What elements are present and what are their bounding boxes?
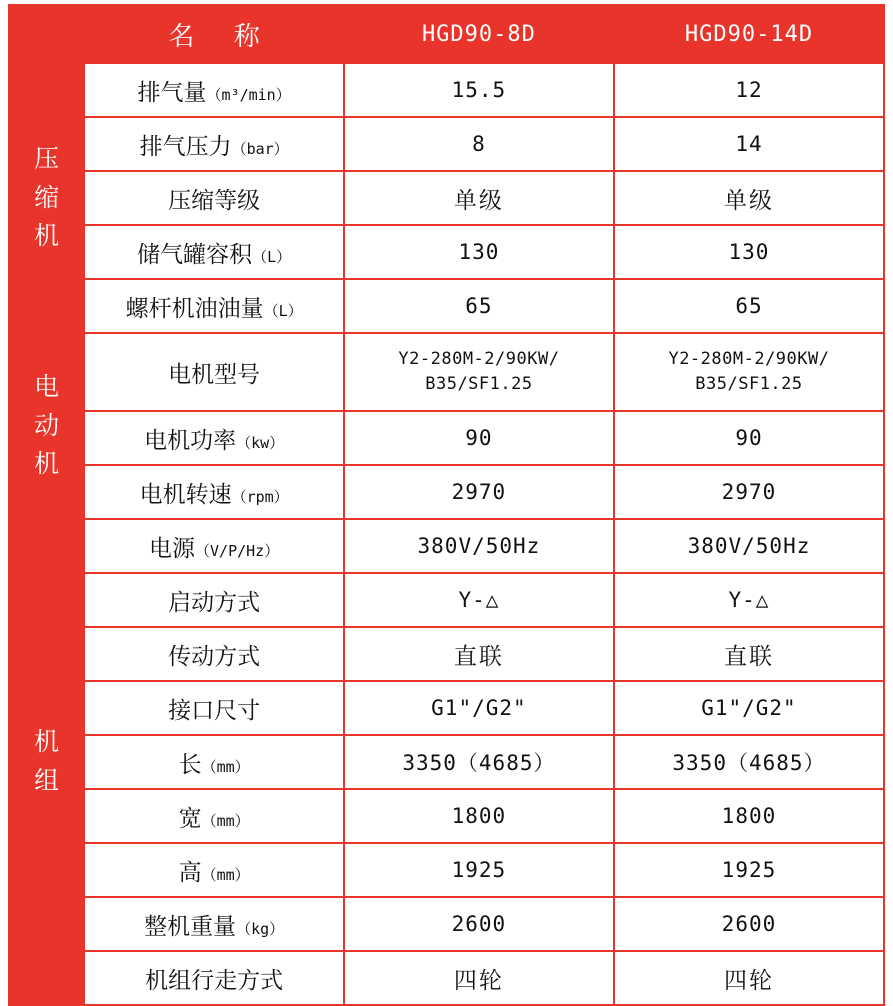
item-name: 排气压力 bbox=[139, 132, 232, 159]
group-label-char: 机 bbox=[34, 728, 60, 757]
table-row bbox=[9, 735, 884, 789]
item-name: 整机重量 bbox=[144, 912, 237, 939]
table-row bbox=[9, 117, 884, 171]
table-row bbox=[9, 63, 884, 117]
row-value-1: Y-△ bbox=[344, 573, 614, 627]
row-value-2: Y-△ bbox=[614, 573, 884, 627]
item-unit: （mm） bbox=[201, 811, 250, 830]
row-value-1: 直联 bbox=[344, 627, 614, 681]
row-value-2: 3350（4685） bbox=[614, 735, 884, 789]
row-value-2: 1925 bbox=[614, 843, 884, 897]
row-value-1: 单级 bbox=[344, 171, 614, 225]
group-label-char: 动 bbox=[34, 411, 60, 440]
item-name: 传动方式 bbox=[168, 642, 261, 669]
item-name: 排气量 bbox=[137, 78, 207, 105]
group-label-3 bbox=[9, 519, 84, 1005]
row-value-2: 130 bbox=[614, 225, 884, 279]
group-label-char: 缩 bbox=[34, 183, 60, 212]
group-label-1 bbox=[9, 63, 84, 333]
value-line: B35/SF1.25 bbox=[695, 374, 803, 394]
row-item-label bbox=[84, 735, 344, 789]
item-unit: （V/P/Hz） bbox=[195, 541, 280, 560]
value-line: Y2-280M-2/90KW/ bbox=[398, 348, 560, 369]
item-name: 启动方式 bbox=[168, 588, 261, 615]
table-row bbox=[9, 465, 884, 519]
row-value-2: 12 bbox=[614, 63, 884, 117]
row-value-1: 3350（4685） bbox=[344, 735, 614, 789]
row-value-2: 380V/50Hz bbox=[614, 519, 884, 573]
table-row bbox=[9, 681, 884, 735]
row-item-label bbox=[84, 627, 344, 681]
row-item-label bbox=[84, 117, 344, 171]
value-line: Y2-280M-2/90KW/ bbox=[668, 348, 830, 369]
row-item-label bbox=[84, 465, 344, 519]
table-row bbox=[9, 171, 884, 225]
table-row bbox=[9, 951, 884, 1005]
item-unit: （mm） bbox=[201, 865, 250, 884]
row-value-1: 1925 bbox=[344, 843, 614, 897]
item-name: 电机转速 bbox=[139, 480, 232, 507]
table-row bbox=[9, 279, 884, 333]
item-unit: （bar） bbox=[231, 139, 289, 158]
row-value-1: 130 bbox=[344, 225, 614, 279]
row-value-2: 2970 bbox=[614, 465, 884, 519]
row-value-1 bbox=[344, 333, 614, 411]
table-row bbox=[9, 789, 884, 843]
row-value-2: 1800 bbox=[614, 789, 884, 843]
row-value-1: 8 bbox=[344, 117, 614, 171]
row-item-label bbox=[84, 681, 344, 735]
table-header-row bbox=[9, 5, 884, 63]
item-name: 宽 bbox=[178, 804, 202, 831]
item-name: 机组行走方式 bbox=[145, 966, 284, 993]
group-label-char: 电 bbox=[34, 372, 60, 401]
row-item-label bbox=[84, 897, 344, 951]
row-value-1: 2600 bbox=[344, 897, 614, 951]
group-label-char: 机 bbox=[34, 450, 60, 479]
row-value-2: 14 bbox=[614, 117, 884, 171]
row-value-2: 90 bbox=[614, 411, 884, 465]
table-row bbox=[9, 897, 884, 951]
item-unit: （m³/min） bbox=[206, 85, 291, 104]
item-unit: （mm） bbox=[201, 757, 250, 776]
table-row bbox=[9, 627, 884, 681]
item-unit: （L） bbox=[263, 301, 303, 320]
group-label-2 bbox=[9, 333, 84, 519]
row-value-1: 90 bbox=[344, 411, 614, 465]
row-value-2: 单级 bbox=[614, 171, 884, 225]
row-item-label bbox=[84, 843, 344, 897]
row-item-label bbox=[84, 63, 344, 117]
row-value-2: G1"/G2" bbox=[614, 681, 884, 735]
item-name: 压缩等级 bbox=[168, 186, 261, 213]
item-unit: （rpm） bbox=[231, 487, 289, 506]
row-item-label bbox=[84, 411, 344, 465]
table-row bbox=[9, 411, 884, 465]
specification-table bbox=[8, 4, 885, 1006]
row-value-1: G1"/G2" bbox=[344, 681, 614, 735]
group-label-char: 机 bbox=[34, 222, 60, 251]
table-row bbox=[9, 843, 884, 897]
item-unit: （kg） bbox=[236, 919, 285, 938]
group-label-char: 压 bbox=[34, 144, 60, 173]
table-row bbox=[9, 333, 884, 411]
row-item-label bbox=[84, 225, 344, 279]
item-name: 接口尺寸 bbox=[168, 696, 261, 723]
row-item-label bbox=[84, 279, 344, 333]
table-row bbox=[9, 225, 884, 279]
item-name: 高 bbox=[178, 858, 202, 885]
row-item-label bbox=[84, 519, 344, 573]
item-name: 螺杆机油油量 bbox=[125, 294, 264, 321]
header-model-2: HGD90-14D bbox=[614, 5, 884, 63]
group-label-char: 组 bbox=[34, 767, 60, 795]
row-item-label bbox=[84, 333, 344, 411]
row-value-1: 15.5 bbox=[344, 63, 614, 117]
row-value-2: 65 bbox=[614, 279, 884, 333]
row-item-label bbox=[84, 171, 344, 225]
item-unit: （kw） bbox=[236, 433, 285, 452]
item-name: 长 bbox=[178, 750, 202, 777]
row-item-label bbox=[84, 789, 344, 843]
header-name-label: 名 称 bbox=[84, 5, 344, 63]
row-item-label bbox=[84, 951, 344, 1005]
table-row bbox=[9, 519, 884, 573]
value-line: B35/SF1.25 bbox=[425, 374, 533, 394]
row-value-1: 四轮 bbox=[344, 951, 614, 1005]
header-model-1: HGD90-8D bbox=[344, 5, 614, 63]
row-value-1: 2970 bbox=[344, 465, 614, 519]
row-value-1: 380V/50Hz bbox=[344, 519, 614, 573]
row-item-label bbox=[84, 573, 344, 627]
row-value-2: 直联 bbox=[614, 627, 884, 681]
row-value-1: 1800 bbox=[344, 789, 614, 843]
item-name: 电源 bbox=[149, 534, 196, 561]
item-unit: （L） bbox=[252, 247, 292, 266]
item-name: 储气罐容积 bbox=[137, 240, 253, 267]
row-value-1: 65 bbox=[344, 279, 614, 333]
row-value-2: 四轮 bbox=[614, 951, 884, 1005]
item-name: 电机功率 bbox=[144, 426, 237, 453]
item-name: 电机型号 bbox=[168, 360, 261, 387]
table-row bbox=[9, 573, 884, 627]
row-value-2: 2600 bbox=[614, 897, 884, 951]
header-group-spacer bbox=[9, 5, 84, 63]
row-value-2 bbox=[614, 333, 884, 411]
